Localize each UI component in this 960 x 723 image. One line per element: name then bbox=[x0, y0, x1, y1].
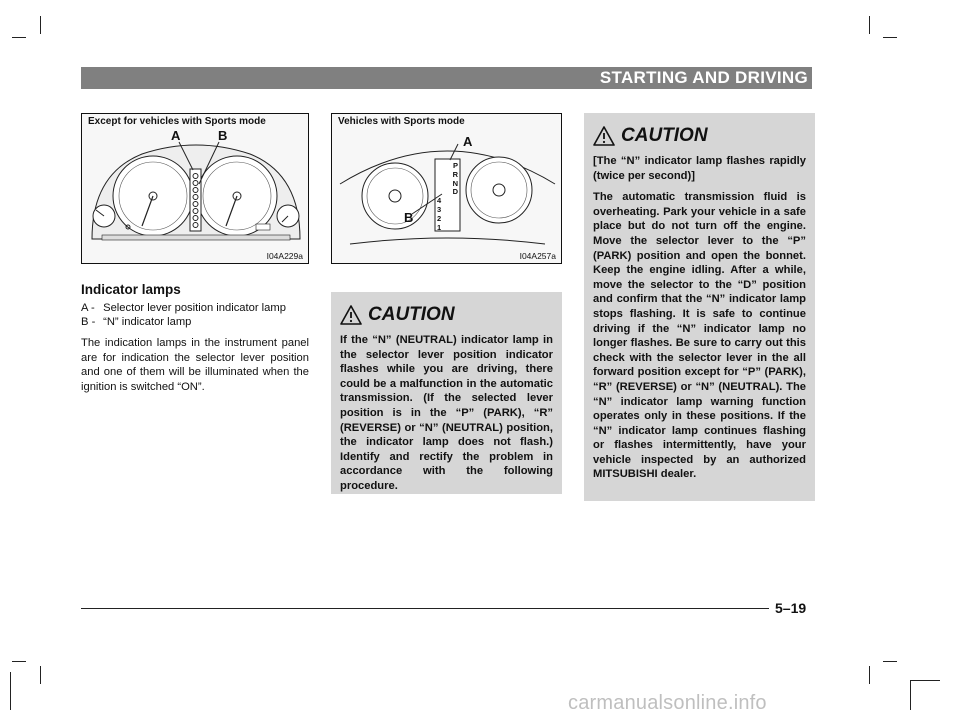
figure-caption: Except for vehicles with Sports mode bbox=[88, 116, 266, 127]
gear-position-label: 4 bbox=[437, 196, 442, 206]
body-paragraph: The indication lamps in the instrument panel are for indication the selector lever position and one of them will be illuminated when the ignition is switched “ON”. bbox=[81, 337, 309, 393]
crop-mark bbox=[883, 37, 897, 38]
crop-mark bbox=[12, 661, 26, 662]
gear-position-label: R bbox=[452, 169, 458, 179]
gear-position-label: P bbox=[452, 161, 458, 170]
crop-mark bbox=[883, 661, 897, 662]
crop-mark bbox=[12, 37, 26, 38]
callout-a: A bbox=[171, 128, 181, 143]
crop-mark bbox=[869, 16, 870, 34]
caution-text: If the “N” (NEUTRAL) indicator lamp in the selector lever position indicator flashes while you are driving, there could be a malfunction in the automatic transmission. (If the selected lever position is in the “P” (PARK), “R” (REVERSE) or “N” (NEUTRAL) position, the indicator lamp does not flash.) Identify and rectify the problem in accordance with the following procedure. bbox=[340, 334, 553, 492]
callout-b: B bbox=[404, 210, 414, 225]
crop-mark bbox=[40, 16, 41, 34]
gear-position-label: D bbox=[452, 187, 458, 197]
section-header: STARTING AND DRIVING bbox=[81, 67, 812, 89]
crop-mark bbox=[910, 680, 940, 681]
caution-header bbox=[340, 300, 553, 330]
definition-text: “N” indicator lamp bbox=[103, 316, 192, 328]
callout-b: B bbox=[218, 128, 228, 143]
caution-title: CAUTION bbox=[621, 124, 708, 146]
gear-position-label: 3 bbox=[437, 204, 442, 214]
footer-rule bbox=[81, 608, 769, 609]
crop-mark bbox=[10, 672, 11, 710]
crop-mark bbox=[910, 680, 911, 710]
definition-item bbox=[81, 316, 191, 328]
caution-text: The automatic transmission fluid is overheating. Park your vehicle in a safe place but do not turn off the engine. Move the selector lever to the “P” (PARK) position and open the bonnet. Keep the engine idling. After a while, move the selector to the “D” position and confirm that the “N” indicator lamp stops flashing. It is safe to continue driving if the “N” indicator lamp no longer flashes. Be sure to carry out this check with the selector lever in the all forward position except for “P” (PARK), “R” (REVERSE) or “N” (NEUTRAL). The “N” indicator lamp warning function operates only in these positions. If the “N” indicator lamp continues flashing or flashes intermittently, have your vehicle inspected by an authorized MITSUBISHI dealer. bbox=[593, 191, 806, 481]
caution-header bbox=[593, 121, 806, 151]
crop-mark bbox=[869, 666, 870, 684]
section-heading: Indicator lamps bbox=[81, 282, 181, 297]
caution-subheading: [The “N” indicator lamp flashes rapidly (twice per second)] bbox=[593, 155, 806, 182]
gear-position-column bbox=[437, 161, 458, 231]
warning-triangle-icon bbox=[593, 126, 615, 146]
warning-triangle-icon bbox=[340, 305, 362, 325]
gear-position-label: 1 bbox=[437, 222, 442, 232]
figure-caption: Vehicles with Sports mode bbox=[338, 116, 465, 127]
gear-position-label: 2 bbox=[437, 213, 442, 223]
callout-a: A bbox=[463, 134, 473, 149]
sports-mode-figure bbox=[331, 113, 562, 264]
definition-key: A - bbox=[81, 302, 95, 314]
figure-code: I04A257a bbox=[519, 251, 556, 261]
instrument-panel-figure bbox=[81, 113, 309, 264]
definition-item bbox=[81, 302, 286, 314]
definition-text: Selector lever position indicator lamp bbox=[103, 302, 286, 314]
definition-key: B - bbox=[81, 316, 96, 328]
figure-code: I04A229a bbox=[266, 251, 303, 261]
gear-position-label: N bbox=[452, 178, 458, 188]
page-number: 5–19 bbox=[775, 600, 807, 616]
crop-mark bbox=[40, 666, 41, 684]
instrument-panel-illustration bbox=[82, 114, 310, 265]
watermark: carmanualsonline.info bbox=[568, 692, 767, 714]
caution-box bbox=[331, 292, 562, 494]
caution-title: CAUTION bbox=[368, 303, 455, 325]
caution-box bbox=[584, 113, 815, 501]
